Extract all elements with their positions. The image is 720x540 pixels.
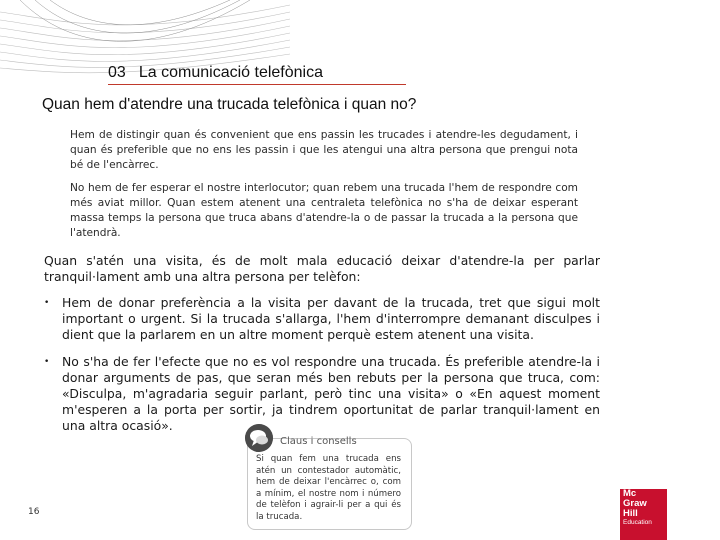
logo-line: Education bbox=[623, 519, 652, 526]
chat-bubble-icon bbox=[245, 424, 273, 452]
publisher-logo bbox=[620, 489, 667, 540]
chapter-header bbox=[108, 62, 406, 85]
bullet-icon: • bbox=[44, 357, 50, 367]
tips-title: Claus i consells bbox=[280, 436, 357, 447]
page-number: 16 bbox=[28, 507, 40, 517]
bullet-icon: • bbox=[44, 298, 50, 308]
intro-paragraph-2: No hem de fer esperar el nostre interlocutor; quan rebem una trucada l'hem de respondre com més aviat millor. Quan estem atenent una centraleta telefònica no s'ha de deixar esperant massa temps la persona que truca abans d'atendre-la o de passar la trucada a la persona que l'atendrà. bbox=[70, 182, 578, 239]
main-paragraph: Quan s'atén una visita, és de molt mala educació deixar d'atendre-la per parlar tranquil·lament amb una altra persona per telèfon: bbox=[44, 253, 600, 284]
logo-line: Graw bbox=[623, 498, 647, 509]
chapter-number: 03 bbox=[108, 64, 126, 81]
section-heading: Quan hem d'atendre una trucada telefònica i quan no? bbox=[42, 96, 417, 113]
chapter-title: La comunicació telefònica bbox=[138, 64, 323, 81]
tips-text: Si quan fem una trucada ens atén un contestador automàtic, hem de deixar l'encàrrec o, com a mínim, el nostre nom i número de telèfon i agrair-li per a qui és la trucada. bbox=[256, 454, 401, 522]
list-item-text: Hem de donar preferència a la visita per davant de la trucada, tret que sigui molt important o urgent. Si la trucada s'allarga, l'hem d'interrompre demanant disculpes i dient que la parlarem en un altre moment perquè estem atenent una visita. bbox=[62, 295, 600, 342]
list-item-text: No s'ha de fer l'efecte que no es vol respondre una trucada. És preferible atendre-la i donar arguments de pas, que seran més ben rebuts per la persona que truca, com: «Disculpa, m'agradaria seguir parlant, però tinc una visita» o «En aquest moment m'esperen a la porta per sortir, ja tindrem oportunitat de parlar tranquil·lament en una altra ocasió». bbox=[62, 354, 600, 433]
logo-line: Mc bbox=[623, 488, 637, 499]
list-item bbox=[44, 295, 600, 345]
logo-line: Hill bbox=[623, 508, 638, 519]
intro-paragraph-1: Hem de distingir quan és convenient que ens passin les trucades i atendre-les degudament, i quan és preferible que no ens les passin i que les atengui una altra persona que prengui nota bé de l'encàrrec. bbox=[70, 129, 578, 171]
list-item bbox=[44, 354, 600, 433]
